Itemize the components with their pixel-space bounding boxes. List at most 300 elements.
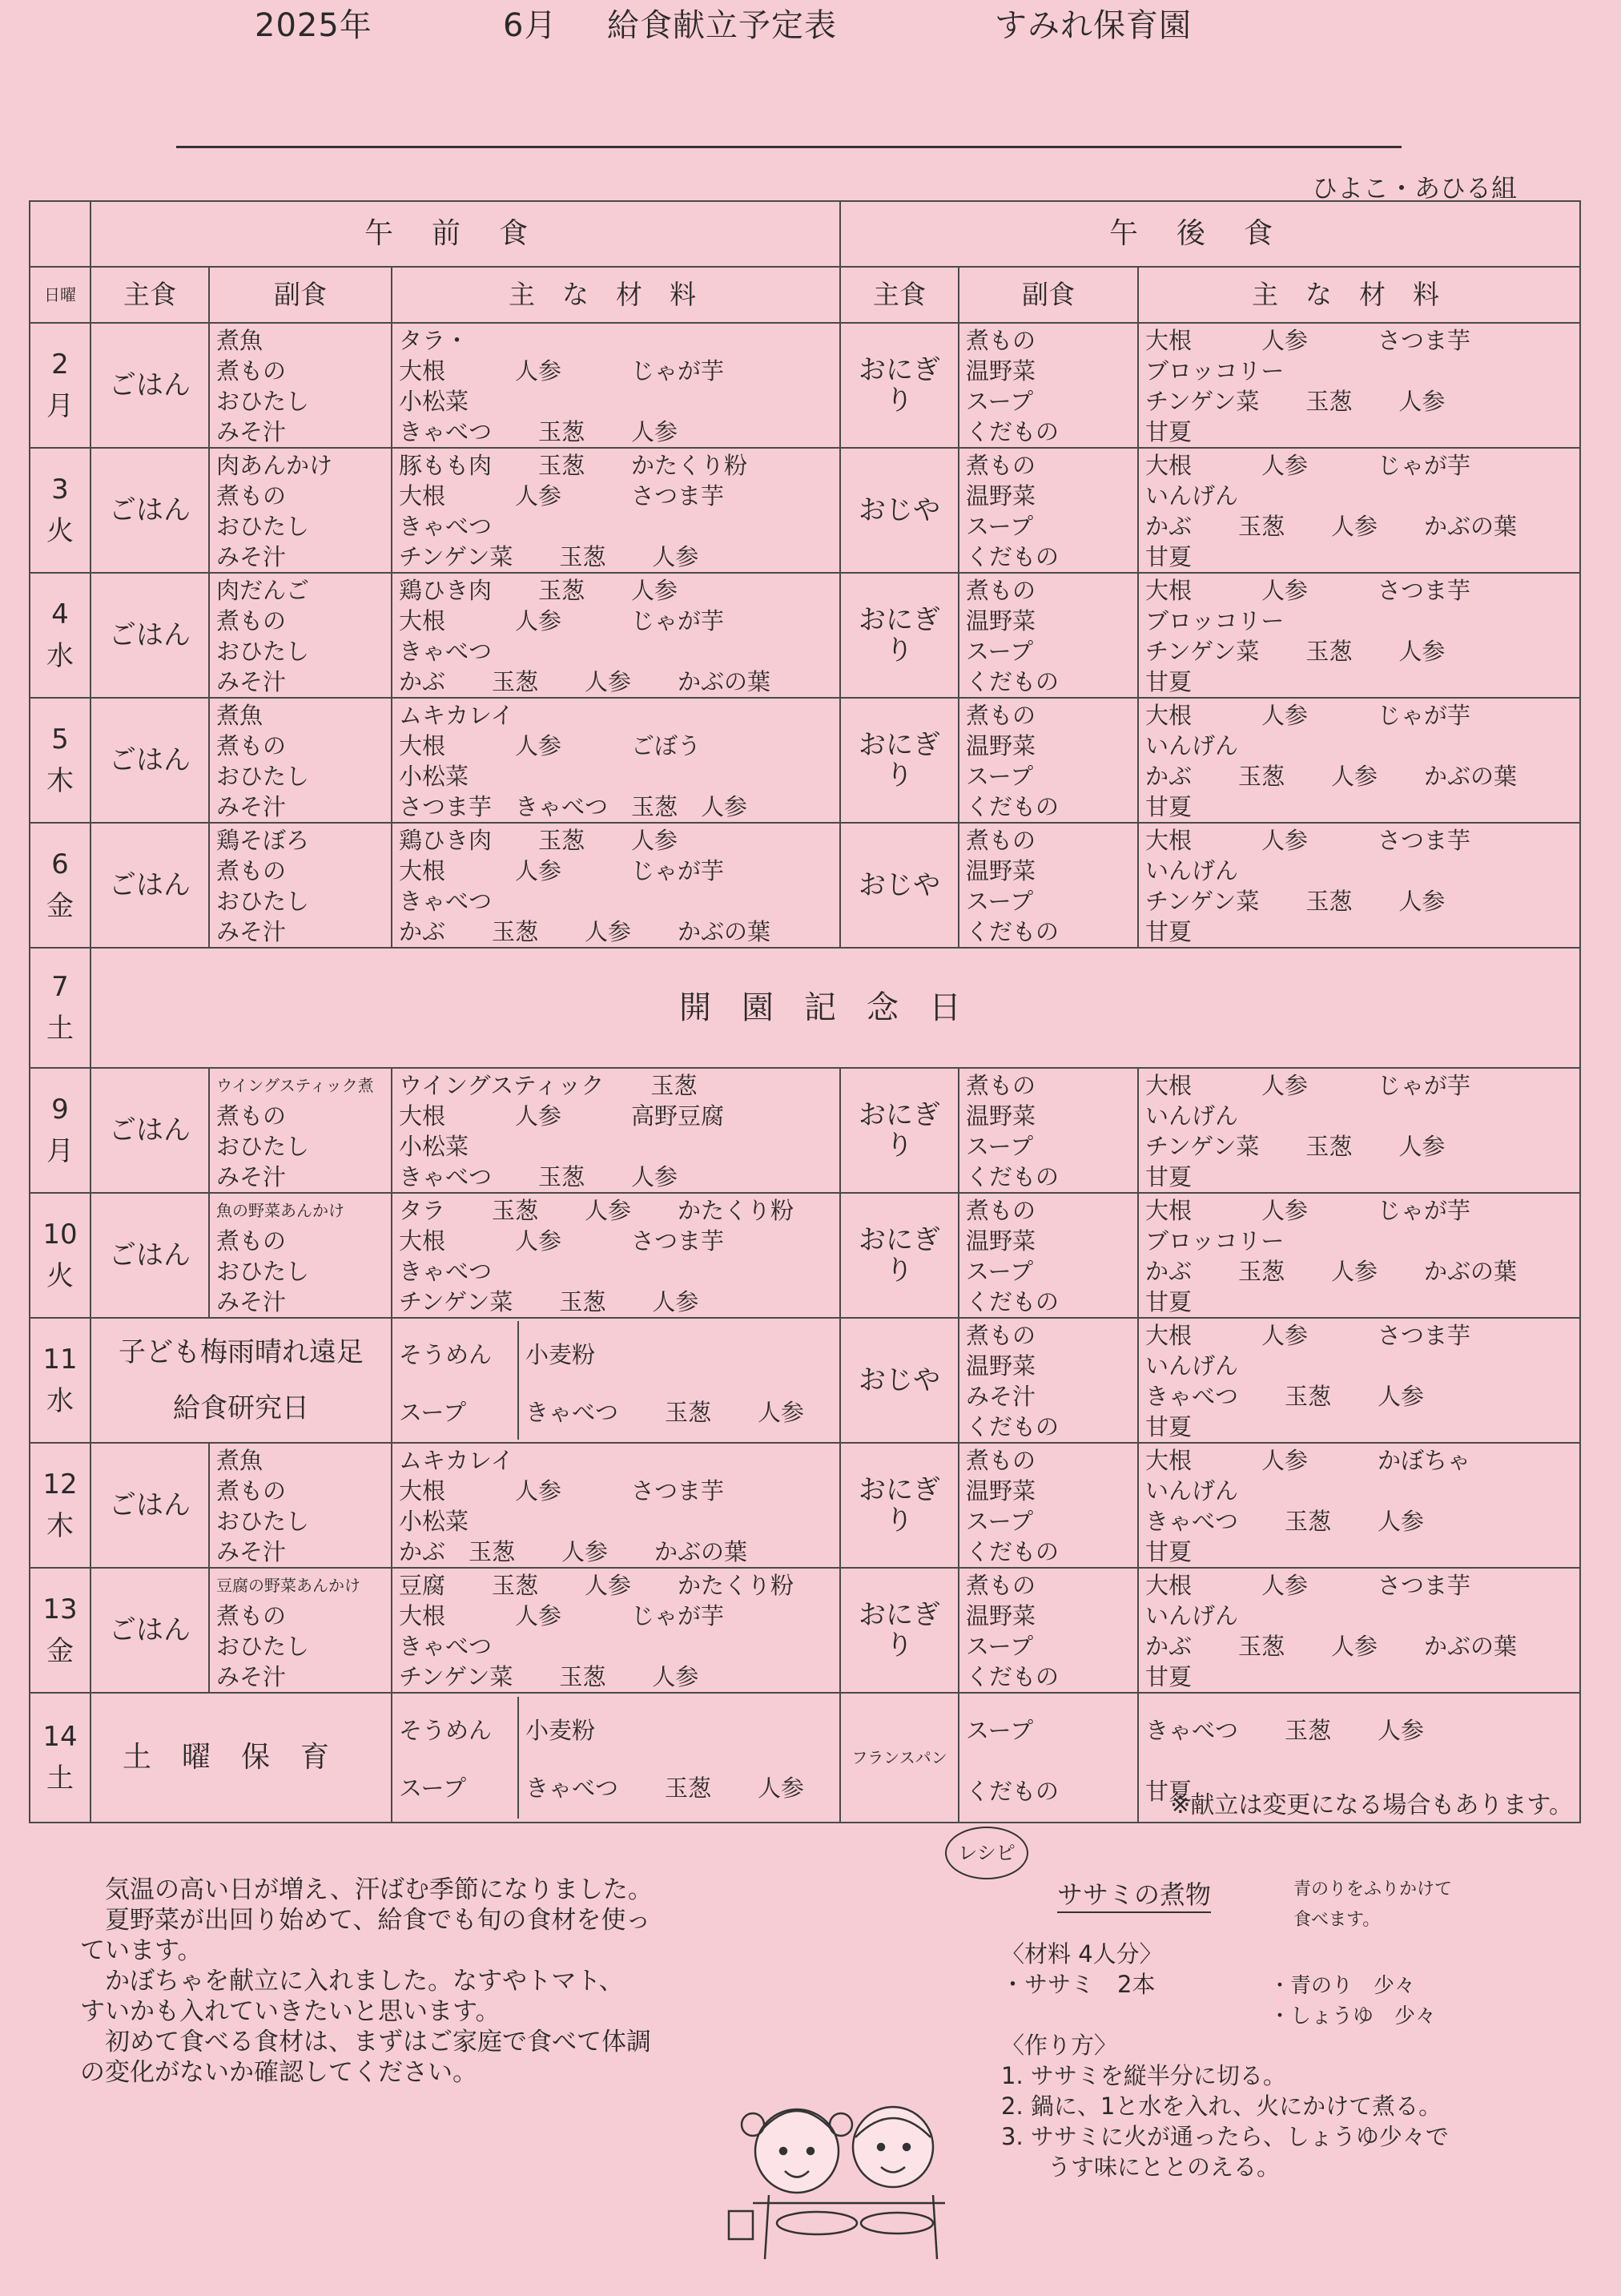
menu-row [30, 1193, 1580, 1318]
material-line: ウイングスティック 玉葱 [399, 1072, 698, 1099]
side-item: 煮魚 [216, 1447, 263, 1474]
pm-sides [959, 448, 1138, 573]
day-cell [30, 1443, 91, 1568]
day-cell [30, 698, 91, 823]
menu-row [30, 698, 1580, 823]
am-dish: スープ [399, 1774, 467, 1802]
class-name: ひよこ・あひる組 [1311, 173, 1517, 203]
material-line: 大根 人参 さつま芋 [399, 1227, 725, 1255]
pm-materials [1138, 323, 1580, 448]
material-line: 大根 人参 じゃが芋 [1145, 702, 1471, 729]
am-staple: ごはん [91, 1568, 209, 1693]
pm-staple-header: 主食 [840, 267, 959, 323]
date-number: 13 [42, 1593, 78, 1625]
material-line: 甘夏 [1145, 793, 1193, 820]
material-line: いんげん [1145, 732, 1239, 759]
pm-materials [1138, 698, 1580, 823]
side-item: スープ [966, 638, 1034, 665]
side-item: 温野菜 [966, 1227, 1036, 1255]
day-cell [30, 448, 91, 573]
material-line: チンゲン菜 玉葱 人参 [1145, 388, 1446, 415]
am-dishes-materials [392, 1693, 840, 1823]
am-staple: ごはん [91, 323, 209, 448]
day-cell [30, 948, 91, 1068]
side-item: スープ [966, 1133, 1034, 1160]
pm-staple: おにぎり [840, 1568, 959, 1693]
side-item: おひたし [216, 1258, 310, 1285]
material-line: 豆腐 玉葱 人参 かたくり粉 [399, 1572, 794, 1599]
material-line: いんげん [1145, 482, 1239, 510]
side-item: 温野菜 [966, 732, 1036, 759]
side-item: 煮もの [216, 1102, 287, 1130]
material-line: 大根 人参 じゃが芋 [399, 857, 725, 884]
material-line: かぶ 玉葱 人参 かぶの葉 [399, 668, 771, 695]
date-number: 14 [42, 1721, 78, 1753]
material-line: 鶏ひき肉 玉葱 人参 [399, 577, 678, 604]
am-materials [392, 1068, 840, 1193]
material-line: チンゲン菜 玉葱 人参 [399, 1288, 699, 1315]
pm-staple: おじや [840, 823, 959, 948]
side-item: 煮もの [216, 732, 287, 759]
material-line: きゃべつ 玉葱 人参 [399, 418, 678, 445]
side-item: スープ [966, 513, 1034, 540]
pm-materials [1138, 1193, 1580, 1318]
message-text: 気温の高い日が増え、汗ばむ季節になりました。 夏野菜が出回り始めて、給食でも旬の食材を使っ ています。 かぼちゃを献立に入れました。なすやトマト、 すいかも入れていきたいと思います。 初めて食べる食材は、まずはご家庭で食べて体調 の変化がないか確認してください。 [80, 1875, 653, 2087]
side-item: みそ汁 [216, 1663, 287, 1690]
pm-staple: おにぎり [840, 323, 959, 448]
side-item: みそ汁 [216, 418, 287, 445]
pm-sides [959, 1193, 1138, 1318]
date-number: 11 [42, 1343, 78, 1376]
pm-sides [959, 698, 1138, 823]
side-item: おひたし [216, 763, 310, 790]
material-line: 甘夏 [1145, 918, 1193, 945]
weekday: 月 [46, 1135, 74, 1167]
side-item: 肉だんご [216, 577, 310, 604]
weekday: 火 [46, 1260, 74, 1292]
am-sides [209, 1068, 392, 1193]
pm-staple: おにぎり [840, 1068, 959, 1193]
material-line: きゃべつ 玉葱 人参 [1145, 1383, 1425, 1410]
material-line: さつま芋 きゃべつ 玉葱 人参 [399, 793, 748, 820]
material-line: かぶ 玉葱 人参 かぶの葉 [399, 1538, 748, 1565]
menu-row [30, 1568, 1580, 1693]
material-line: 大根 人参 さつま芋 [1145, 827, 1471, 854]
date-number: 5 [51, 723, 69, 755]
menu-row-holiday [30, 948, 1580, 1068]
side-item: みそ汁 [216, 1288, 287, 1315]
material-line: きゃべつ [399, 888, 493, 915]
am-sides [209, 573, 392, 698]
material-line: 甘夏 [1145, 668, 1193, 695]
side-item: 温野菜 [966, 1477, 1036, 1504]
weekday: 月 [46, 390, 74, 422]
pm-materials [1138, 1318, 1580, 1443]
side-item: くだもの [966, 668, 1060, 695]
am-sides [209, 698, 392, 823]
side-item: 煮もの [966, 702, 1036, 729]
material-line: 大根 人参 ごぼう [399, 732, 702, 759]
side-item: 温野菜 [966, 857, 1036, 884]
side-item: 煮もの [216, 857, 287, 884]
side-item: みそ汁 [216, 918, 287, 945]
side-item: みそ汁 [216, 1538, 287, 1565]
menu-row-excursion [30, 1318, 1580, 1443]
side-item: 煮もの [966, 1322, 1036, 1349]
side-item: 肉あんかけ [216, 452, 333, 479]
side-item: スープ [966, 1258, 1034, 1285]
menu-row [30, 1068, 1580, 1193]
side-item: 煮もの [966, 577, 1036, 604]
am-staple: ごはん [91, 698, 209, 823]
date-number: 7 [51, 971, 69, 1003]
material-line: いんげん [1145, 1477, 1239, 1504]
side-item: 煮もの [216, 1602, 287, 1629]
day-label: 日曜 [30, 267, 91, 323]
am-sides [209, 448, 392, 573]
pm-sides [959, 1318, 1138, 1443]
side-item: くだもの [966, 1778, 1060, 1805]
material-line: かぶ 玉葱 人参 かぶの葉 [1145, 513, 1518, 540]
recipe-tip: 青のりをふりかけて 食べます。 [1293, 1879, 1453, 1930]
weekday: 水 [46, 640, 74, 672]
material-line: 大根 人参 じゃが芋 [399, 1602, 725, 1629]
material-line: 大根 人参 さつま芋 [1145, 577, 1471, 604]
material-line: 小松菜 [399, 763, 469, 790]
material-line: きゃべつ [399, 1258, 493, 1285]
date-number: 9 [51, 1094, 69, 1126]
material-line: 大根 人参 かぼちゃ [1145, 1447, 1471, 1474]
material-line: チンゲン菜 玉葱 人参 [399, 1663, 699, 1690]
side-item: 温野菜 [966, 1602, 1036, 1629]
am-staple: ごはん [91, 1068, 209, 1193]
pm-sides [959, 323, 1138, 448]
side-item: おひたし [216, 1133, 310, 1160]
am-header: 午前食 [91, 201, 840, 267]
weekday: 土 [46, 1013, 74, 1045]
am-sides [209, 323, 392, 448]
side-item: 温野菜 [966, 482, 1036, 510]
side-item: みそ汁 [216, 793, 287, 820]
am-dish: そうめん [399, 1341, 493, 1368]
side-item: 魚の野菜あんかけ [216, 1201, 344, 1220]
material-line: ムキカレイ [399, 702, 514, 729]
side-item: おひたし [216, 638, 310, 665]
am-dish: スープ [399, 1399, 467, 1426]
material-line: きゃべつ 玉葱 人参 [1145, 1717, 1425, 1744]
pm-sides [959, 1693, 1138, 1823]
material-line: ブロッコリー [1145, 357, 1285, 385]
material-line: チンゲン菜 玉葱 人参 [1145, 638, 1446, 665]
side-item: くだもの [966, 793, 1060, 820]
material-line: 大根 人参 さつま芋 [1145, 1572, 1471, 1599]
material-line: 小麦粉 [525, 1341, 596, 1368]
material-line: かぶ 玉葱 人参 かぶの葉 [1145, 1258, 1518, 1285]
pm-staple: フランスパン [840, 1693, 959, 1823]
material-line: タラ・ [399, 327, 469, 354]
am-materials [392, 823, 840, 948]
material-line: 甘夏 [1145, 1163, 1193, 1190]
am-staple: ごはん [91, 1193, 209, 1318]
side-item: くだもの [966, 543, 1060, 570]
material-line: 大根 人参 じゃが芋 [1145, 1072, 1471, 1099]
side-item: 煮もの [216, 1477, 287, 1504]
material-line: 小松菜 [399, 1508, 469, 1535]
material-line: きゃべつ [399, 638, 493, 665]
date-number: 6 [51, 848, 69, 880]
material-line: 甘夏 [1145, 1538, 1193, 1565]
side-item: 温野菜 [966, 357, 1036, 385]
date-number: 12 [42, 1468, 78, 1500]
children-eating-illustration [721, 2075, 969, 2275]
am-materials [392, 1193, 840, 1318]
side-item: スープ [966, 888, 1034, 915]
pm-sides [959, 823, 1138, 948]
side-item: 煮魚 [216, 327, 263, 354]
date-number: 3 [51, 473, 69, 506]
nursery-name: すみれ保育園 [995, 7, 1192, 44]
side-item: 煮もの [966, 452, 1036, 479]
material-line: 大根 人参 さつま芋 [399, 482, 725, 510]
material-line: 大根 人参 じゃが芋 [1145, 1197, 1471, 1224]
material-line: 小松菜 [399, 388, 469, 415]
menu-row [30, 573, 1580, 698]
material-line: きゃべつ 玉葱 人参 [525, 1399, 805, 1426]
recipe-title: ササミの煮物 [1057, 1875, 1211, 1913]
material-line: 大根 人参 じゃが芋 [1145, 452, 1471, 479]
am-staple: ごはん [91, 573, 209, 698]
event-line: 子ども梅雨晴れ遠足 [119, 1336, 364, 1368]
material-line: 大根 人参 さつま芋 [1145, 1322, 1471, 1349]
material-line: きゃべつ [399, 1633, 493, 1660]
saturday-event: 土曜保育 [91, 1693, 392, 1823]
material-line: 小麦粉 [525, 1717, 596, 1744]
am-materials-header: 主な材料 [392, 267, 840, 323]
material-line: 甘夏 [1145, 1778, 1193, 1805]
material-line: 甘夏 [1145, 1663, 1193, 1690]
month: 6月 [503, 7, 557, 44]
am-sides [209, 1568, 392, 1693]
holiday-event: 開園記念日 [91, 948, 1580, 1068]
corner-cell [30, 201, 91, 267]
pm-materials [1138, 823, 1580, 948]
side-item: スープ [966, 763, 1034, 790]
material-line: いんげん [1145, 857, 1239, 884]
material-line: 甘夏 [1145, 418, 1193, 445]
recipe-body: 〈材料 4人分〉 ・ササミ 2本 〈作り方〉 1. ササミを縦半分に切る。 2. 鍋に、1と水を入れ、火にかけて煮る。 3. ササミに火が通ったら、しょうゆ少々で うす味にととのえる。 [1001, 1940, 1449, 2181]
material-line: きゃべつ [399, 513, 493, 540]
material-line: チンゲン菜 玉葱 人参 [1145, 1133, 1446, 1160]
am-materials [392, 448, 840, 573]
material-line: 小松菜 [399, 1133, 469, 1160]
am-materials [392, 573, 840, 698]
pm-sides [959, 1068, 1138, 1193]
side-item: 豆腐の野菜あんかけ [216, 1576, 360, 1595]
side-item: おひたし [216, 513, 310, 540]
material-line: 大根 人参 さつま芋 [1145, 327, 1471, 354]
menu-row [30, 1443, 1580, 1568]
material-line: 豚もも肉 玉葱 かたくり粉 [399, 452, 748, 479]
pm-side-header: 副食 [959, 267, 1138, 323]
am-staple: ごはん [91, 823, 209, 948]
pm-materials-header: 主な材料 [1138, 267, 1580, 323]
material-line: チンゲン菜 玉葱 人参 [1145, 888, 1446, 915]
side-item: くだもの [966, 1413, 1060, 1440]
material-line: かぶ 玉葱 人参 かぶの葉 [1145, 763, 1518, 790]
day-cell [30, 1193, 91, 1318]
weekday: 土 [46, 1762, 74, 1795]
recipe-badge: レシピ [945, 1827, 1028, 1879]
menu-table [29, 200, 1581, 1823]
material-line: 大根 人参 高野豆腐 [399, 1102, 725, 1130]
material-line: いんげん [1145, 1102, 1239, 1130]
day-cell [30, 323, 91, 448]
material-line: 甘夏 [1145, 1288, 1193, 1315]
recipe-ingredients-side: ・青のり 少々 ・しょうゆ 少々 [1269, 1974, 1437, 2028]
menu-row [30, 448, 1580, 573]
am-sides [209, 823, 392, 948]
am-sides [209, 1193, 392, 1318]
weekday: 金 [46, 890, 74, 922]
pm-staple: おじや [840, 448, 959, 573]
pm-staple: おにぎり [840, 1443, 959, 1568]
day-cell [30, 573, 91, 698]
material-line: かぶ 玉葱 人参 かぶの葉 [399, 918, 771, 945]
am-staple-header: 主食 [91, 267, 209, 323]
side-item: 温野菜 [966, 607, 1036, 634]
material-line: 大根 人参 じゃが芋 [399, 357, 725, 385]
weekday: 金 [46, 1635, 74, 1667]
side-item: スープ [966, 1633, 1034, 1660]
side-item: 温野菜 [966, 1102, 1036, 1130]
pm-staple: おにぎり [840, 698, 959, 823]
day-cell [30, 1568, 91, 1693]
page-title: 給食献立予定表 [607, 7, 837, 44]
day-cell [30, 1068, 91, 1193]
side-item: おひたし [216, 1508, 310, 1535]
side-item: 煮もの [216, 482, 287, 510]
pm-materials [1138, 448, 1580, 573]
am-materials [392, 1568, 840, 1693]
menu-row [30, 323, 1580, 448]
side-item: くだもの [966, 1663, 1060, 1690]
side-item: みそ汁 [966, 1383, 1036, 1410]
pm-sides [959, 1568, 1138, 1693]
side-item: 煮もの [966, 1072, 1036, 1099]
am-dish: そうめん [399, 1717, 493, 1744]
material-line: 鶏ひき肉 玉葱 人参 [399, 827, 678, 854]
material-line: ブロッコリー [1145, 1227, 1285, 1255]
side-item: 鶏そぼろ [216, 827, 310, 854]
side-item: くだもの [966, 1538, 1060, 1565]
weekday: 木 [46, 1510, 74, 1542]
pm-header: 午後食 [840, 201, 1580, 267]
event-line: 給食研究日 [173, 1392, 309, 1424]
side-item: おひたし [216, 888, 310, 915]
date-number: 2 [51, 348, 69, 381]
pm-sides [959, 573, 1138, 698]
weekday: 木 [46, 765, 74, 797]
material-line: ブロッコリー [1145, 607, 1285, 634]
material-line: 甘夏 [1145, 1413, 1193, 1440]
day-cell [30, 1693, 91, 1823]
change-note: ※献立は変更になる場合もあります。 [1170, 1791, 1573, 1819]
pm-materials [1138, 1068, 1580, 1193]
title-underline [176, 146, 1402, 148]
side-item: みそ汁 [216, 1163, 287, 1190]
side-item: 煮もの [966, 827, 1036, 854]
side-item: くだもの [966, 1163, 1060, 1190]
material-line: いんげん [1145, 1352, 1239, 1380]
pm-sides [959, 1443, 1138, 1568]
menu-row [30, 823, 1580, 948]
pm-staple: おにぎり [840, 573, 959, 698]
pm-materials [1138, 1443, 1580, 1568]
side-item: 煮もの [216, 1227, 287, 1255]
material-line: 甘夏 [1145, 543, 1193, 570]
weekday: 火 [46, 515, 74, 547]
material-line: タラ 玉葱 人参 かたくり粉 [399, 1197, 794, 1224]
material-line: チンゲン菜 玉葱 人参 [399, 543, 699, 570]
day-cell [30, 823, 91, 948]
side-item: 煮もの [966, 327, 1036, 354]
pm-materials [1138, 573, 1580, 698]
side-item: くだもの [966, 418, 1060, 445]
excursion-event [91, 1318, 392, 1443]
am-sides [209, 1443, 392, 1568]
side-item: 温野菜 [966, 1352, 1036, 1380]
side-item: スープ [966, 1508, 1034, 1535]
pm-materials [1138, 1568, 1580, 1693]
side-item: 煮もの [216, 607, 287, 634]
material-line: ムキカレイ [399, 1447, 514, 1474]
am-materials [392, 323, 840, 448]
am-staple: ごはん [91, 1443, 209, 1568]
am-side-header: 副食 [209, 267, 392, 323]
side-item: スープ [966, 388, 1034, 415]
material-line: いんげん [1145, 1602, 1239, 1629]
pm-staple: おにぎり [840, 1193, 959, 1318]
material-line: きゃべつ 玉葱 人参 [1145, 1508, 1425, 1535]
side-item: 煮もの [216, 357, 287, 385]
side-item: ウイングスティック煮 [216, 1076, 374, 1095]
material-line: きゃべつ 玉葱 人参 [525, 1774, 805, 1802]
side-item: 煮もの [966, 1197, 1036, 1224]
pm-staple: おじや [840, 1318, 959, 1443]
material-line: かぶ 玉葱 人参 かぶの葉 [1145, 1633, 1518, 1660]
side-item: 煮魚 [216, 702, 263, 729]
side-item: くだもの [966, 1288, 1060, 1315]
side-item: おひたし [216, 388, 310, 415]
material-line: きゃべつ 玉葱 人参 [399, 1163, 678, 1190]
title-row [0, 0, 1621, 48]
side-item: 煮もの [966, 1572, 1036, 1599]
material-line: 大根 人参 さつま芋 [399, 1477, 725, 1504]
am-materials [392, 1443, 840, 1568]
year: 2025年 [255, 7, 372, 44]
weekday: 水 [46, 1385, 74, 1417]
material-line: 大根 人参 じゃが芋 [399, 607, 725, 634]
side-item: 煮もの [966, 1447, 1036, 1474]
side-item: くだもの [966, 918, 1060, 945]
am-materials [392, 698, 840, 823]
side-item: みそ汁 [216, 543, 287, 570]
day-cell [30, 1318, 91, 1443]
side-item: おひたし [216, 1633, 310, 1660]
side-item: みそ汁 [216, 668, 287, 695]
am-dishes-materials [392, 1318, 840, 1443]
side-item: スープ [966, 1717, 1034, 1744]
